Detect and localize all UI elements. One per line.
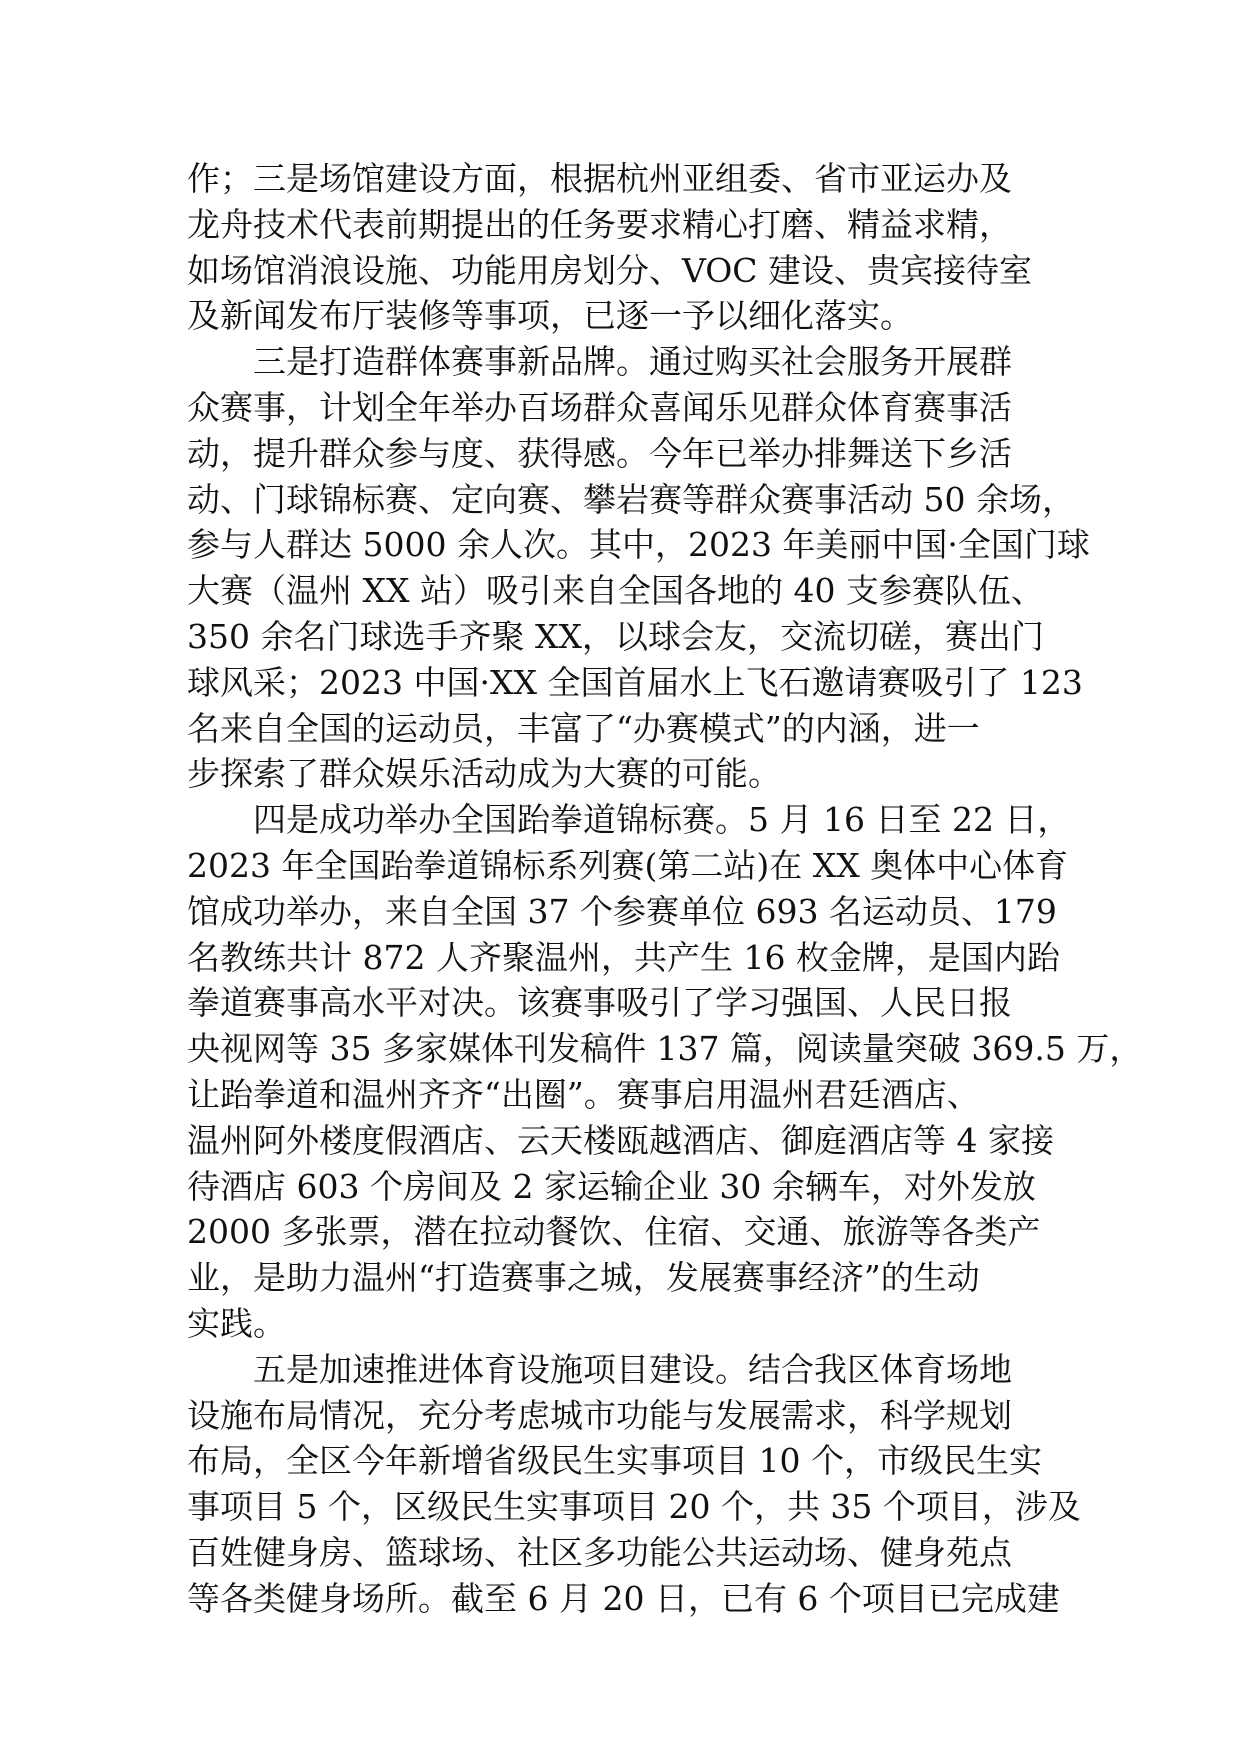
paragraph-sports-facilities	[187, 1347, 1081, 1622]
text-line: 事项目 5 个，区级民生实事项目 20 个，共 35 个项目，涉及	[187, 1487, 1081, 1527]
paragraph-venue-construction	[187, 156, 1057, 339]
text-line: 温州阿外楼度假酒店、云天楼瓯越酒店、御庭酒店等 4 家接	[187, 1120, 1054, 1160]
text-line: 实践。	[187, 1303, 286, 1343]
text-line: 名来自全国的运动员，丰富了“办赛模式”的内涵，进一	[187, 708, 980, 748]
text-line: 名教练共计 872 人齐聚温州，共产生 16 枚金牌，是国内跆	[187, 937, 1060, 977]
text-line: 等各类健身场所。截至 6 月 20 日，已有 6 个项目已完成建	[187, 1578, 1060, 1618]
paragraph-taekwondo-championship	[187, 797, 1143, 1347]
text-line: 参与人群达 5000 余人次。其中，2023 年美丽中国·全国门球	[187, 525, 1090, 565]
text-line: 步探索了群众娱乐活动成为大赛的可能。	[187, 754, 781, 794]
text-line: 拳道赛事高水平对决。该赛事吸引了学习强国、人民日报	[187, 983, 1012, 1023]
text-line: 四是成功举办全国跆拳道锦标赛。5 月 16 日至 22 日，	[253, 800, 1071, 840]
text-line: 五是加速推进体育设施项目建设。结合我区体育场地	[253, 1349, 1012, 1389]
text-line: 待酒店 603 个房间及 2 家运输企业 30 余辆车，对外发放	[187, 1166, 1036, 1206]
text-line: 动，提升群众参与度、获得感。今年已举办排舞送下乡活	[187, 433, 1012, 473]
document-page	[187, 156, 1143, 1622]
text-line: 球风采；2023 中国·XX 全国首届水上飞石邀请赛吸引了 123	[187, 662, 1083, 702]
text-line: 三是打造群体赛事新品牌。通过购买社会服务开展群	[253, 342, 1012, 382]
text-line: 2000 多张票，潜在拉动餐饮、住宿、交通、旅游等各类产	[187, 1212, 1041, 1252]
paragraph-mass-events	[187, 339, 1090, 797]
text-line: 大赛（温州 XX 站）吸引来自全国各地的 40 支参赛队伍、	[187, 571, 1044, 611]
text-line: 如场馆消浪设施、功能用房划分、VOC 建设、贵宾接待室	[187, 250, 1033, 290]
text-line: 龙舟技术代表前期提出的任务要求精心打磨、精益求精，	[187, 204, 1012, 244]
text-line: 众赛事，计划全年举办百场群众喜闻乐见群众体育赛事活	[187, 387, 1012, 427]
text-line: 央视网等 35 多家媒体刊发稿件 137 篇，阅读量突破 369.5 万，	[187, 1029, 1143, 1069]
text-line: 动、门球锦标赛、定向赛、攀岩赛等群众赛事活动 50 余场，	[187, 479, 1075, 519]
text-line: 布局，全区今年新增省级民生实事项目 10 个，市级民生实	[187, 1441, 1042, 1481]
text-line: 百姓健身房、篮球场、社区多功能公共运动场、健身苑点	[187, 1532, 1012, 1572]
text-line: 及新闻发布厅装修等事项，已逐一予以细化落实。	[187, 296, 913, 336]
text-line: 350 余名门球选手齐聚 XX，以球会友，交流切磋，赛出门	[187, 616, 1044, 656]
text-line: 业，是助力温州“打造赛事之城，发展赛事经济”的生动	[187, 1258, 980, 1298]
text-line: 馆成功举办，来自全国 37 个参赛单位 693 名运动员、179	[187, 891, 1057, 931]
text-line: 2023 年全国跆拳道锦标系列赛(第二站)在 XX 奥体中心体育	[187, 845, 1069, 885]
text-line: 让跆拳道和温州齐齐“出圈”。赛事启用温州君廷酒店、	[187, 1074, 980, 1114]
text-line: 作；三是场馆建设方面，根据杭州亚组委、省市亚运办及	[187, 159, 1012, 198]
text-line: 设施布局情况，充分考虑城市功能与发展需求，科学规划	[187, 1395, 1012, 1435]
